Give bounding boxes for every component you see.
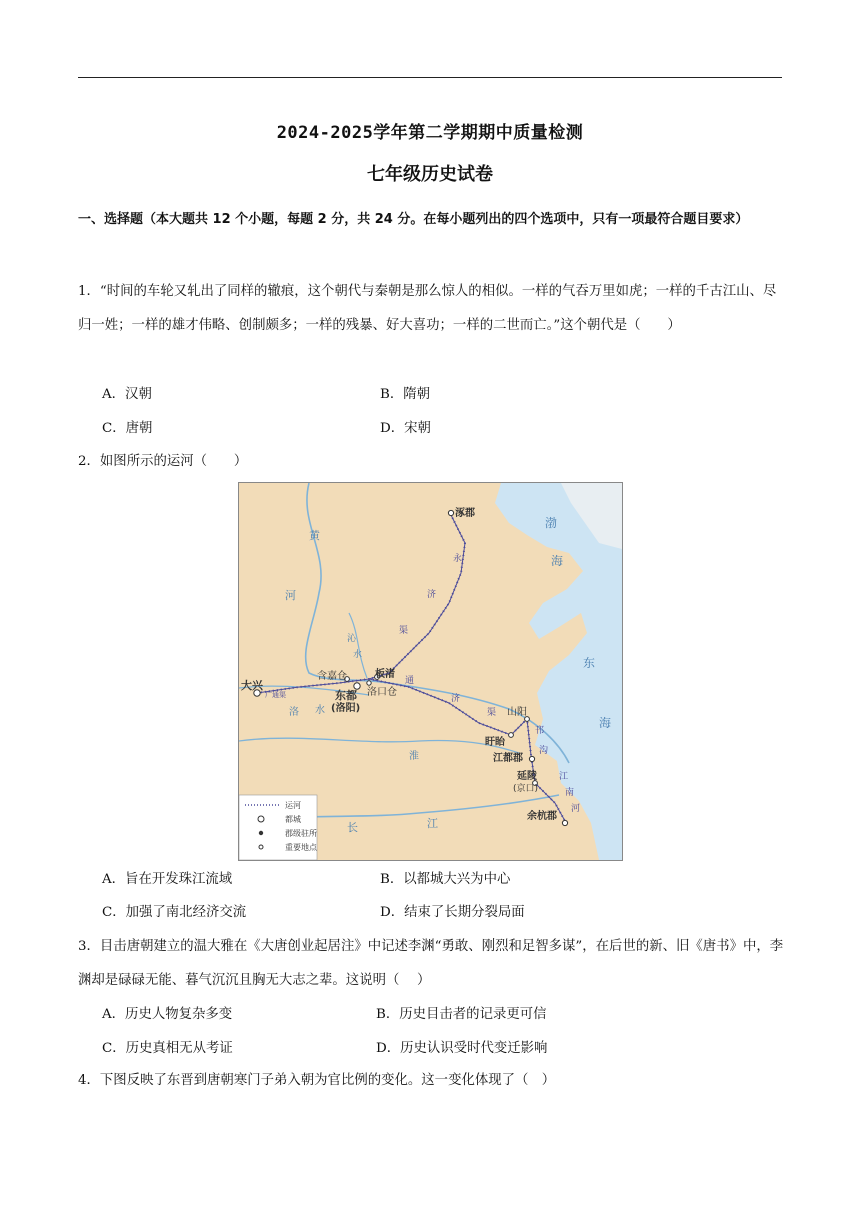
canal-tongji-2: 济 <box>451 694 461 704</box>
legend-place-swatch <box>259 845 263 849</box>
canal-jiangnan-2: 南 <box>565 788 575 798</box>
label-daxing: 大兴 <box>241 679 263 692</box>
legend-prefecture-swatch <box>259 831 263 835</box>
label-jiang: 江 <box>427 817 438 830</box>
q1-option-d[interactable]: D．宋朝 <box>380 421 431 436</box>
label-xuyi: 盱眙 <box>485 737 505 748</box>
top-rule <box>78 77 782 78</box>
canal-hangou-2: 沟 <box>539 746 549 756</box>
marker-xuyi <box>509 733 514 738</box>
label-shui-2: 水 <box>353 650 363 660</box>
label-banzhu: 板渚 <box>375 669 395 680</box>
label-yuhangjun: 余杭郡 <box>527 811 557 822</box>
q1-option-c[interactable]: C．唐朝 <box>102 421 153 436</box>
legend-capital-swatch <box>258 816 264 822</box>
label-huai: 淮 <box>409 751 419 762</box>
label-chang: 长 <box>347 821 358 834</box>
q2-option-b[interactable]: B．以都城大兴为中心 <box>380 872 511 887</box>
canal-hangou-1: 邗 <box>535 726 545 736</box>
label-shui: 水 <box>315 705 325 716</box>
question-4-stem: 4．下图反映了东晋到唐朝寒门子弟入朝为官比例的变化。这一变化体现了（ ） <box>78 1073 556 1088</box>
grand-canal-map <box>238 482 623 861</box>
canal-jiangnan-3: 河 <box>571 804 581 814</box>
label-jiangdujun: 江都郡 <box>493 753 523 764</box>
q2-option-d[interactable]: D．结束了长期分裂局面 <box>380 905 525 920</box>
question-3-stem: 3．目击唐朝建立的温大雅在《大唐创业起居注》中记述李渊“勇敢、刚烈和足智多谋”，在后世的新、旧《唐书》中，李渊却是碌碌无能、暮气沉沉且胸无大志之辈。这说明（ ） <box>78 939 784 988</box>
label-qin: 沁 <box>347 634 357 644</box>
marker-yuhangjun <box>562 820 567 825</box>
label-hai-2: 海 <box>599 716 612 730</box>
label-he: 河 <box>285 589 296 602</box>
q3-option-b[interactable]: B．历史目击者的记录更可信 <box>376 1007 547 1022</box>
canal-yongji-1: 永 <box>453 554 463 564</box>
legend-place: 重要地点 <box>285 843 317 852</box>
legend-prefecture: 郡级驻所 <box>285 829 317 838</box>
label-luo: 洛 <box>289 707 299 718</box>
q2-option-a[interactable]: A．旨在开发珠江流域 <box>102 872 233 887</box>
label-dong: 东 <box>583 656 596 670</box>
label-luoyang: (洛阳) <box>331 703 361 714</box>
marker-jiangdujun <box>529 756 534 761</box>
canal-jiangnan-1: 江 <box>559 772 569 782</box>
marker-luokoucang <box>367 681 371 685</box>
label-luokoucang: 洛口仓 <box>367 687 397 698</box>
question-1-stem: 1．“时间的车轮又轧出了同样的辙痕，这个朝代与秦朝是那么惊人的相似。一样的气吞万里如虎；一样的千古江山、尽归一姓；一样的雄才伟略、创制颇多；一样的残暴、好大喜功；一样的二世而亡。”这个朝代是（ ） <box>78 284 777 333</box>
exam-subtitle: 七年级历史试卷 <box>367 164 493 185</box>
q1-option-a[interactable]: A．汉朝 <box>102 387 152 402</box>
q3-option-d[interactable]: D．历史认识受时代变迁影响 <box>376 1041 548 1056</box>
label-huang: 黄 <box>309 529 320 542</box>
q3-option-c[interactable]: C．历史真相无从考证 <box>102 1041 233 1056</box>
q2-option-c[interactable]: C．加强了南北经济交流 <box>102 905 247 920</box>
label-bo: 渤 <box>545 516 558 530</box>
exam-title: 2024-2025学年第二学期期中质量检测 <box>276 123 584 143</box>
section-heading: 一、选择题（本大题共 12 个小题，每题 2 分，共 24 分。在每小题列出的四个选项中，只有一项最符合题目要求） <box>78 212 749 227</box>
canal-guangtong: 广通渠 <box>265 691 286 699</box>
q3-option-a[interactable]: A．历史人物复杂多变 <box>102 1007 233 1022</box>
question-2-stem: 2．如图所示的运河（ ） <box>78 454 248 469</box>
label-dongdu: 东都 <box>335 689 357 702</box>
label-zhuojun: 涿郡 <box>455 508 475 519</box>
legend-canal: 运河 <box>285 801 301 810</box>
label-shanyang: 山阳 <box>507 707 527 718</box>
label-jingkou: (京口) <box>513 784 539 794</box>
label-hanjiacang: 含嘉仓 <box>317 671 347 682</box>
marker-zhuojun <box>448 510 453 515</box>
canal-yongji-3: 渠 <box>399 626 409 636</box>
label-yanling: 延陵 <box>517 771 537 782</box>
legend-capital: 都城 <box>285 815 301 824</box>
canal-yongji-2: 济 <box>427 590 437 600</box>
canal-tongji-1: 通 <box>405 676 415 686</box>
q1-option-b[interactable]: B．隋朝 <box>380 387 431 402</box>
canal-tongji-3: 渠 <box>487 708 497 718</box>
label-hai-1: 海 <box>551 554 564 568</box>
